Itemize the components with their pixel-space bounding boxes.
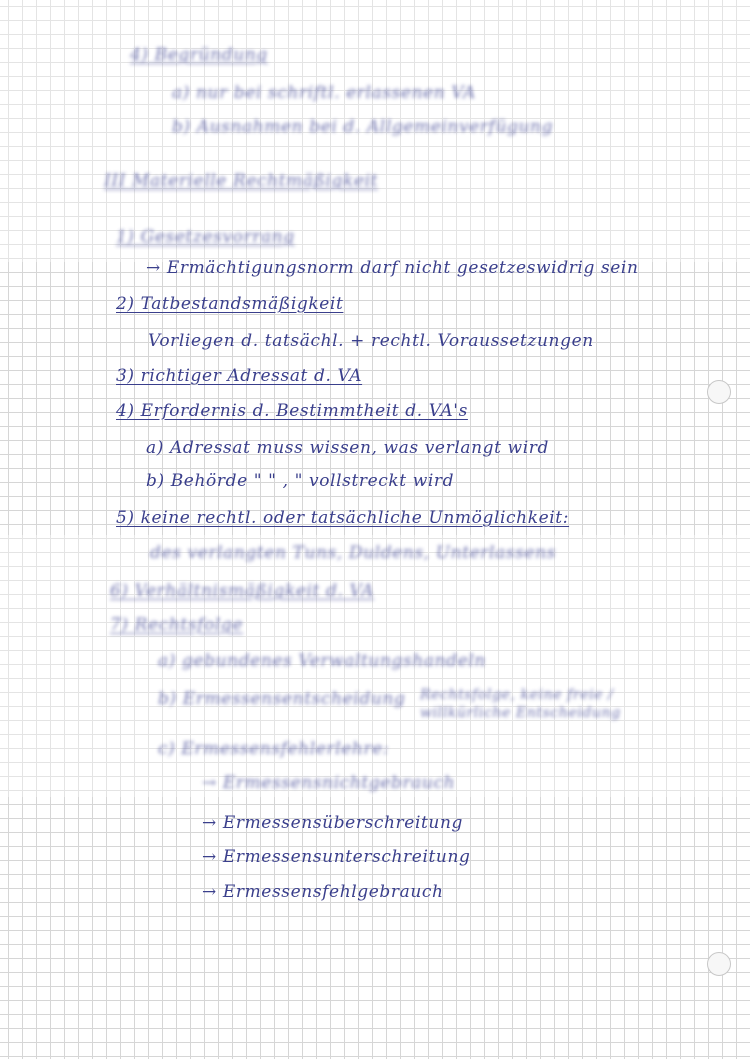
punch-hole	[707, 952, 731, 976]
note-line: 4) Erfordernis d. Bestimmtheit d. VA's	[116, 401, 468, 421]
note-line: → Ermächtigungsnorm darf nicht gesetzeswidrig sein	[146, 258, 639, 278]
note-line: 5) keine rechtl. oder tatsächliche Unmöglichkeit:	[116, 508, 570, 528]
punch-hole	[707, 380, 731, 404]
note-line: 2) Tatbestandsmäßigkeit	[116, 294, 344, 314]
note-line: 6) Verhältnismäßigkeit d. VA	[110, 581, 375, 601]
note-line: des verlangten Tuns, Duldens, Unterlassens	[150, 543, 556, 563]
note-line: 7) Rechtsfolge	[110, 615, 244, 635]
note-line: c) Ermessensfehlerlehre:	[158, 739, 390, 759]
note-line: a) Adressat muss wissen, was verlangt wird	[146, 438, 549, 458]
note-line: 3) richtiger Adressat d. VA	[116, 366, 363, 386]
note-line: a) gebundenes Verwaltungshandeln	[158, 651, 486, 671]
note-line: → Ermessensfehlgebrauch	[202, 882, 444, 902]
note-line: a) nur bei schriftl. erlassenen VA	[172, 83, 476, 103]
note-line: Vorliegen d. tatsächl. + rechtl. Voraussetzungen	[148, 331, 594, 351]
note-line: b) Ermessensentscheidung	[158, 689, 406, 709]
margin-note: Rechtsfolge, keine freie / willkürliche Entscheidung	[420, 687, 621, 721]
note-line: → Ermessensüberschreitung	[202, 813, 463, 833]
note-line: b) Ausnahmen bei d. Allgemeinverfügung	[172, 117, 554, 137]
note-line: b) Behörde " " , " vollstreckt wird	[146, 471, 455, 491]
note-line: 4) Begründung	[130, 45, 268, 65]
note-line: 1) Gesetzesvorrang	[116, 227, 295, 247]
section-heading: III Materielle Rechtmäßigkeit	[104, 171, 379, 191]
note-line: → Ermessensunterschreitung	[202, 847, 471, 867]
note-line: → Ermessensnichtgebrauch	[202, 773, 456, 793]
